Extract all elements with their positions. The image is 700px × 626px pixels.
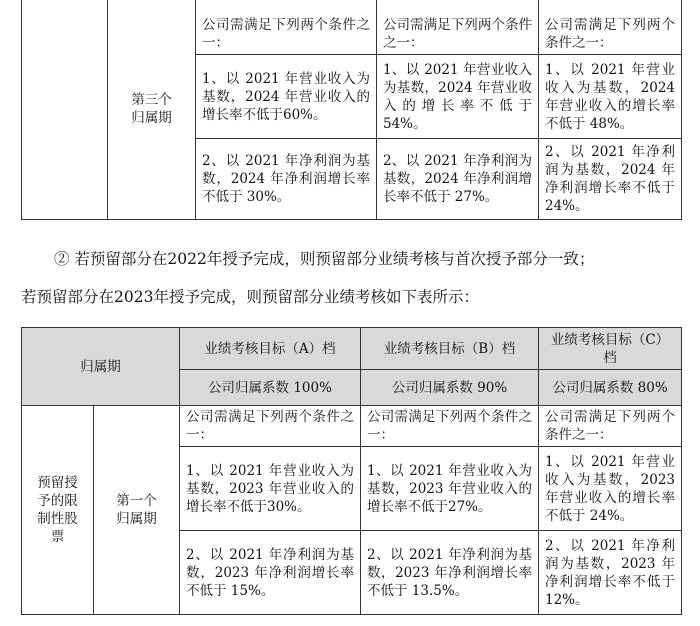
header-target-c: 业绩考核目标（C）档: [539, 328, 682, 370]
reserved-performance-table: [21, 327, 682, 615]
coef-a-text: 公司归属系数 100%: [208, 379, 332, 396]
top-group-cell: [22, 0, 108, 220]
header-target-b: 业绩考核目标（B）档: [361, 328, 539, 370]
coef-b-text: 公司归属系数 90%: [391, 379, 508, 396]
coef-a: [180, 370, 361, 406]
top-cell-1-0: 1、以 2021 年营业收入为基数，2024 年营业收入的增长率不低于60%。: [196, 55, 377, 139]
cell-2-1: 2、以 2021 年净利润为基数，2023 年净利润增长率不低于 13.5%。: [361, 531, 539, 615]
top-performance-table: [21, 0, 682, 220]
period-cell: [94, 406, 180, 615]
top-cell-0-2: 公司需满足下列两个条件之一：: [539, 0, 682, 55]
top-cell-0-0: 公司需满足下列两个条件之一：: [196, 0, 377, 55]
top-cell-1-1: 1、以 2021 年营业收入为基数，2024 年营业收入的增长率不低于54%。: [377, 55, 539, 139]
paragraph-line-1: ② 若预留部分在2022年授予完成，则预留部分业绩考核与首次授予部分一致；: [54, 250, 595, 268]
top-period-cell: [108, 0, 196, 220]
period-label: 第一个 归属期: [116, 493, 157, 527]
header-target-a: 业绩考核目标（A）档: [180, 328, 361, 370]
top-cell-0-1: 公司需满足下列两个条件之一：: [377, 0, 539, 55]
coef-b: [361, 370, 539, 406]
row-group-cell: 预留授予的限制性股票: [22, 406, 94, 615]
top-cell-1-2: 1、以 2021 年营业收入为基数，2024 年营业收入的增长率不低于 48%。: [539, 55, 682, 139]
coef-c: [539, 370, 682, 406]
top-period-label: 第三个 归属期: [131, 92, 172, 126]
paragraph-line-2: 若预留部分在2023年授予完成，则预留部分业绩考核如下表所示：: [21, 288, 479, 306]
top-cell-2-1: 2、以 2021 年净利润为基数，2024 年净利润增长率不低于 27%。: [377, 139, 539, 220]
cell-1-0: 1、以 2021 年营业收入为基数，2023 年营业收入的增长率不低于30%。: [180, 447, 361, 531]
top-cell-2-0: 2、以 2021 年净利润为基数，2024 年净利润增长率不低于 30%。: [196, 139, 377, 220]
cell-0-2: 公司需满足下列两个条件之一：: [539, 406, 682, 447]
coef-c-text: 公司归属系数 80%: [552, 379, 668, 396]
cell-0-0: 公司需满足下列两个条件之一：: [180, 406, 361, 447]
cell-2-2: 2、以 2021 年净利润为基数，2023 年净利润增长率不低于 12%。: [539, 531, 682, 615]
cell-2-0: 2、以 2021 年净利润为基数，2023 年净利润增长率不低于 15%。: [180, 531, 361, 615]
header-period: 归属期: [22, 328, 180, 406]
top-cell-2-2: 2、以 2021 年净利润为基数，2024 年净利润增长率不低于 24%。: [539, 139, 682, 220]
cell-1-1: 1、以 2021 年营业收入为基数，2023 年营业收入的增长率不低于27%。: [361, 447, 539, 531]
cell-1-2: 1、以 2021 年营业收入为基数，2023 年营业收入的增长率不低于 24%。: [539, 447, 682, 531]
cell-0-1: 公司需满足下列两个条件之一：: [361, 406, 539, 447]
